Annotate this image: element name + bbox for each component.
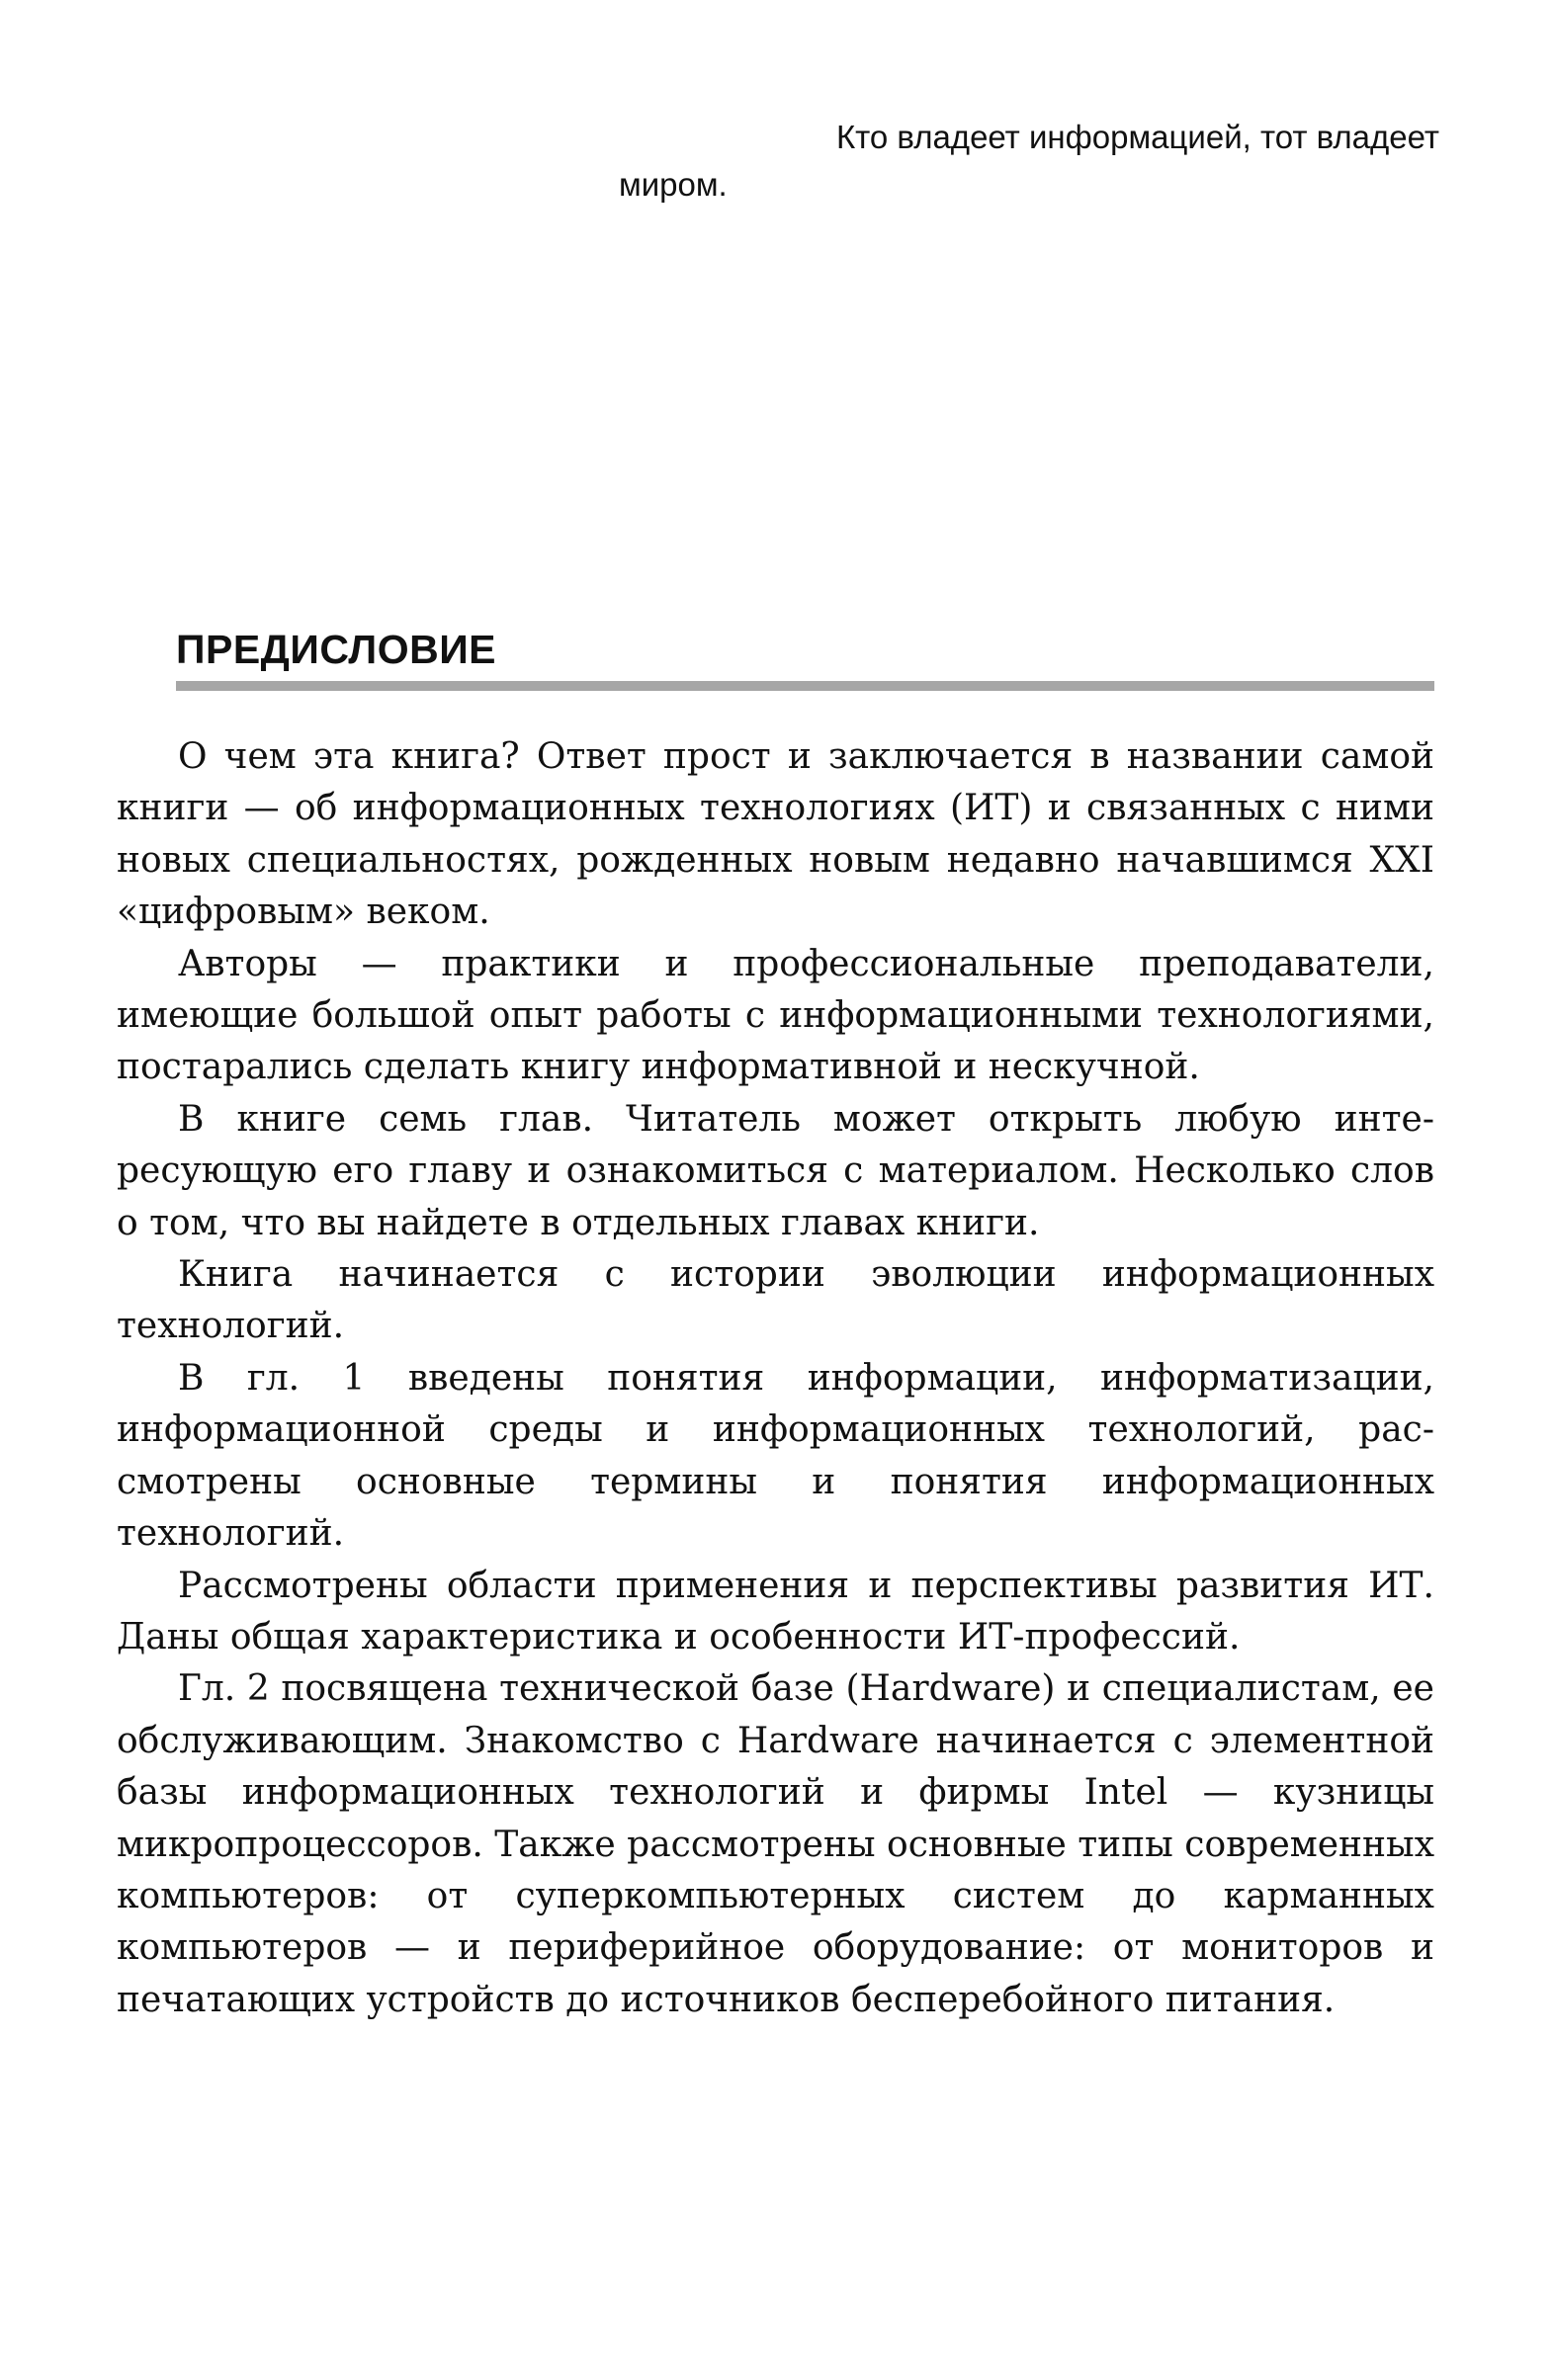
- paragraph-7: Гл. 2 посвящена технической базе (Hardware) и специалистам, ее обслуживающим. Знакомство с Hardware начинается с элементной базы информационных технологий и фирмы Intel — кузницы микропроцессоров. Также рассмотрены основные типы современных компьютеров: от суперкомпьютерных систем до карманных компьютеров — и периферийное оборудование: от мониторов и печатающих устройств до источников бесперебойного питания.: [117, 1668, 1434, 2020]
- epigraph-line-1: Кто владеет информацией, тот владеет: [835, 119, 1439, 155]
- paragraph-6: Рассмотрены области применения и перспективы развития ИТ. Даны общая характеристика и особенности ИТ-профессий.: [117, 1565, 1434, 1658]
- paragraph-1: О чем эта книга? Ответ прост и заключается в названии самой книги — об информационных технологиях (ИТ) и связанных с ними новых специальностях, рожденных новым недавно начавшимся XXI «цифровым» веком.: [117, 736, 1434, 933]
- preface-body: [117, 731, 1434, 2026]
- paragraph-4: Книга начинается с истории эволюции информационных технологий.: [117, 1254, 1434, 1347]
- epigraph-line-2: миром.: [619, 166, 728, 203]
- section-title: ПРЕДИСЛОВИЕ: [176, 627, 497, 672]
- section-title-underline: [176, 681, 1434, 691]
- paragraph-3: В книге семь глав. Читатель может открыть любую интересующую его главу и ознакомиться с материалом. Несколько слов о том, что вы найдете в отдельных главах книги.: [117, 1098, 1434, 1243]
- paragraph-5: В гл. 1 введены понятия информации, информатизации, информационной среды и информационных технологий, рассмотрены основные термины и понятия информационных технологий.: [117, 1357, 1434, 1555]
- epigraph: [619, 114, 1439, 209]
- paragraph-2: Авторы — практики и профессиональные преподаватели, имеющие большой опыт работы с информационными технологиями, постарались сделать книгу информативной и нескучной.: [117, 943, 1434, 1088]
